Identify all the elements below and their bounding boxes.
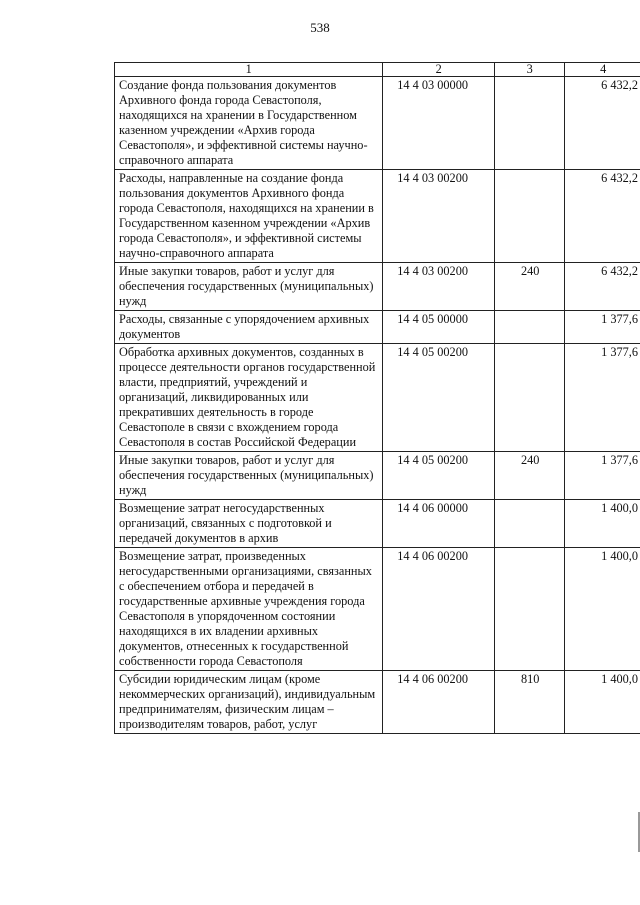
row-expense-type (495, 77, 565, 170)
row-name: Расходы, связанные с упорядочением архивных документов (115, 311, 383, 344)
row-expense-type (495, 311, 565, 344)
row-code: 14 4 03 00200 (383, 170, 495, 263)
table-row (115, 77, 640, 170)
row-sum: 1 377,6 (565, 344, 640, 452)
row-name: Обработка архивных документов, созданных в процессе деятельности органов государственной власти, предприятий, учреждений и организаций, ликвидированных или прекративших деятельность в городе Севастополе в связи с вхождением города Севастополя в состав Российской Федерации (115, 344, 383, 452)
row-sum: 1 377,6 (565, 311, 640, 344)
table-row (115, 548, 640, 671)
table-row (115, 311, 640, 344)
row-name: Возмещение затрат негосударственных организаций, связанных с подготовкой и передачей документов в архив (115, 500, 383, 548)
table-row (115, 344, 640, 452)
table-row (115, 263, 640, 311)
column-header-2: 2 (383, 63, 495, 77)
row-code: 14 4 03 00000 (383, 77, 495, 170)
row-code: 14 4 05 00200 (383, 344, 495, 452)
row-code: 14 4 06 00200 (383, 548, 495, 671)
row-sum: 1 377,6 (565, 452, 640, 500)
row-code: 14 4 03 00200 (383, 263, 495, 311)
column-header-1: 1 (115, 63, 383, 77)
row-name: Иные закупки товаров, работ и услуг для обеспечения государственных (муниципальных) нужд (115, 452, 383, 500)
row-name: Возмещение затрат, произведенных негосударственными организациями, связанных с обеспечением отбора и передачей в государственные архивные учреждения города Севастополя в упорядоченном состоянии находящихся в их владении архивных документов, отнесенных к государственной собственности города Севастополя (115, 548, 383, 671)
table-row (115, 452, 640, 500)
page-number: 538 (310, 20, 330, 35)
row-sum: 6 432,2 (565, 170, 640, 263)
table-row (115, 170, 640, 263)
row-expense-type: 240 (495, 263, 565, 311)
budget-table (114, 62, 640, 734)
row-sum: 6 432,2 (565, 263, 640, 311)
table-row (115, 500, 640, 548)
row-sum: 1 400,0 (565, 548, 640, 671)
row-expense-type (495, 500, 565, 548)
row-sum: 1 400,0 (565, 671, 640, 734)
row-code: 14 4 05 00200 (383, 452, 495, 500)
row-expense-type: 810 (495, 671, 565, 734)
row-code: 14 4 06 00000 (383, 500, 495, 548)
row-sum: 6 432,2 (565, 77, 640, 170)
table-header-row (115, 63, 640, 77)
row-name: Создание фонда пользования документов Архивного фонда города Севастополя, находящихся на хранении в Государственном казенном учреждении «Архив города Севастополя», и эффективной системы научно-справочного аппарата (115, 77, 383, 170)
row-name: Иные закупки товаров, работ и услуг для обеспечения государственных (муниципальных) нужд (115, 263, 383, 311)
row-name: Расходы, направленные на создание фонда пользования документов Архивного фонда города Севастополя, находящихся на хранении в Государственном казенном учреждении «Архив города Севастополя», и эффективной системы научно-справочного аппарата (115, 170, 383, 263)
row-expense-type: 240 (495, 452, 565, 500)
row-code: 14 4 05 00000 (383, 311, 495, 344)
table-row (115, 671, 640, 734)
row-name: Субсидии юридическим лицам (кроме некоммерческих организаций), индивидуальным предпринимателям, физическим лицам – производителям товаров, работ, услуг (115, 671, 383, 734)
row-sum: 1 400,0 (565, 500, 640, 548)
row-expense-type (495, 548, 565, 671)
row-code: 14 4 06 00200 (383, 671, 495, 734)
row-expense-type (495, 170, 565, 263)
column-header-4: 4 (565, 63, 640, 77)
row-expense-type (495, 344, 565, 452)
column-header-3: 3 (495, 63, 565, 77)
